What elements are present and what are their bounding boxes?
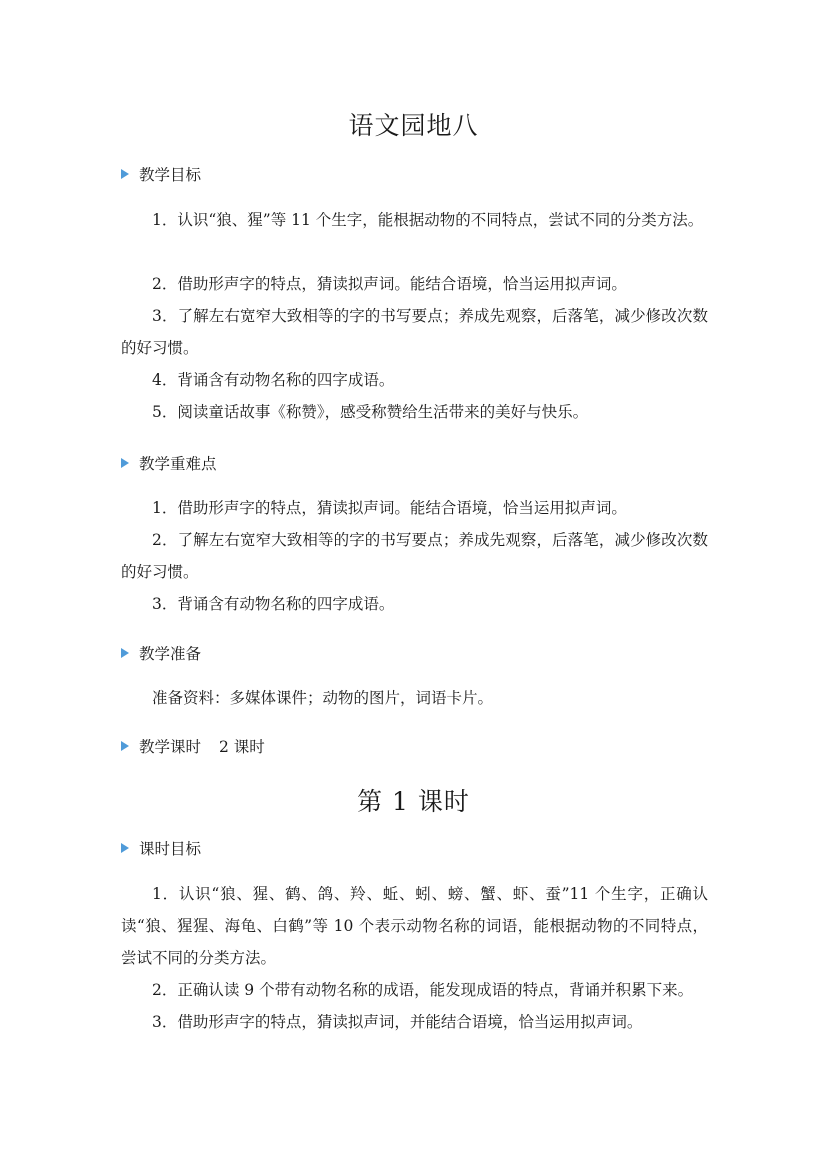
key-point-item-2: 2．了解左右宽窄大致相等的字的书写要点；养成先观察，后落笔，减少修改次数的好习惯。 xyxy=(121,531,708,581)
section-heading-preparation xyxy=(121,642,201,664)
triangle-bullet-icon xyxy=(121,458,129,468)
triangle-bullet-icon xyxy=(121,741,129,751)
section-heading-lesson-objectives xyxy=(121,837,201,859)
section-heading-objectives xyxy=(121,163,201,185)
main-title: 语文园地八 xyxy=(348,111,479,140)
lesson-objective-item-2: 2．正确认读 9 个带有动物名称的成语，能发现成语的特点，背诵并积累下来。 xyxy=(152,981,694,999)
objective-item-3: 3．了解左右宽窄大致相等的字的书写要点；养成先观察，后落笔，减少修改次数的好习惯。 xyxy=(121,307,708,357)
objective-item-4: 4．背诵含有动物名称的四字成语。 xyxy=(152,371,395,389)
lesson-objective-item-1: 1．认识“狼、猩、鹤、鸽、羚、蚯、蚓、螃、蟹、虾、蚕”11 个生字，正确认读“狼、猩猩、海龟、白鹤”等 10 个表示动物名称的词语，能根据动物的不同特点，尝试不同的分类方法。 xyxy=(121,885,708,967)
objective-item-1: 1．认识“狼、猩”等 11 个生字，能根据动物的不同特点，尝试不同的分类方法。 xyxy=(152,211,704,229)
section-heading-key-points xyxy=(121,452,217,474)
section-heading-label: 教学准备 xyxy=(139,645,202,663)
section-heading-hours xyxy=(121,735,265,757)
triangle-bullet-icon xyxy=(121,648,129,658)
preparation-text: 准备资料：多媒体课件；动物的图片，词语卡片。 xyxy=(152,689,494,707)
section-heading-label: 课时目标 xyxy=(139,840,202,858)
objective-item-5: 5．阅读童话故事《称赞》，感受称赞给生活带来的美好与快乐。 xyxy=(152,403,589,421)
triangle-bullet-icon xyxy=(121,843,129,853)
lesson-title: 第 1 课时 xyxy=(357,787,470,816)
triangle-bullet-icon xyxy=(121,169,129,179)
section-heading-label: 教学目标 xyxy=(139,166,202,184)
section-heading-label: 教学课时 xyxy=(139,738,202,756)
key-point-item-1: 1．借助形声字的特点，猜读拟声词。能结合语境，恰当运用拟声词。 xyxy=(152,499,627,517)
lesson-objective-item-3: 3．借助形声字的特点，猜读拟声词，并能结合语境，恰当运用拟声词。 xyxy=(152,1013,643,1031)
objective-item-2: 2．借助形声字的特点，猜读拟声词。能结合语境，恰当运用拟声词。 xyxy=(152,275,627,293)
hours-value: 2 课时 xyxy=(219,738,265,756)
section-heading-label: 教学重难点 xyxy=(139,455,217,473)
key-point-item-3: 3．背诵含有动物名称的四字成语。 xyxy=(152,595,395,613)
